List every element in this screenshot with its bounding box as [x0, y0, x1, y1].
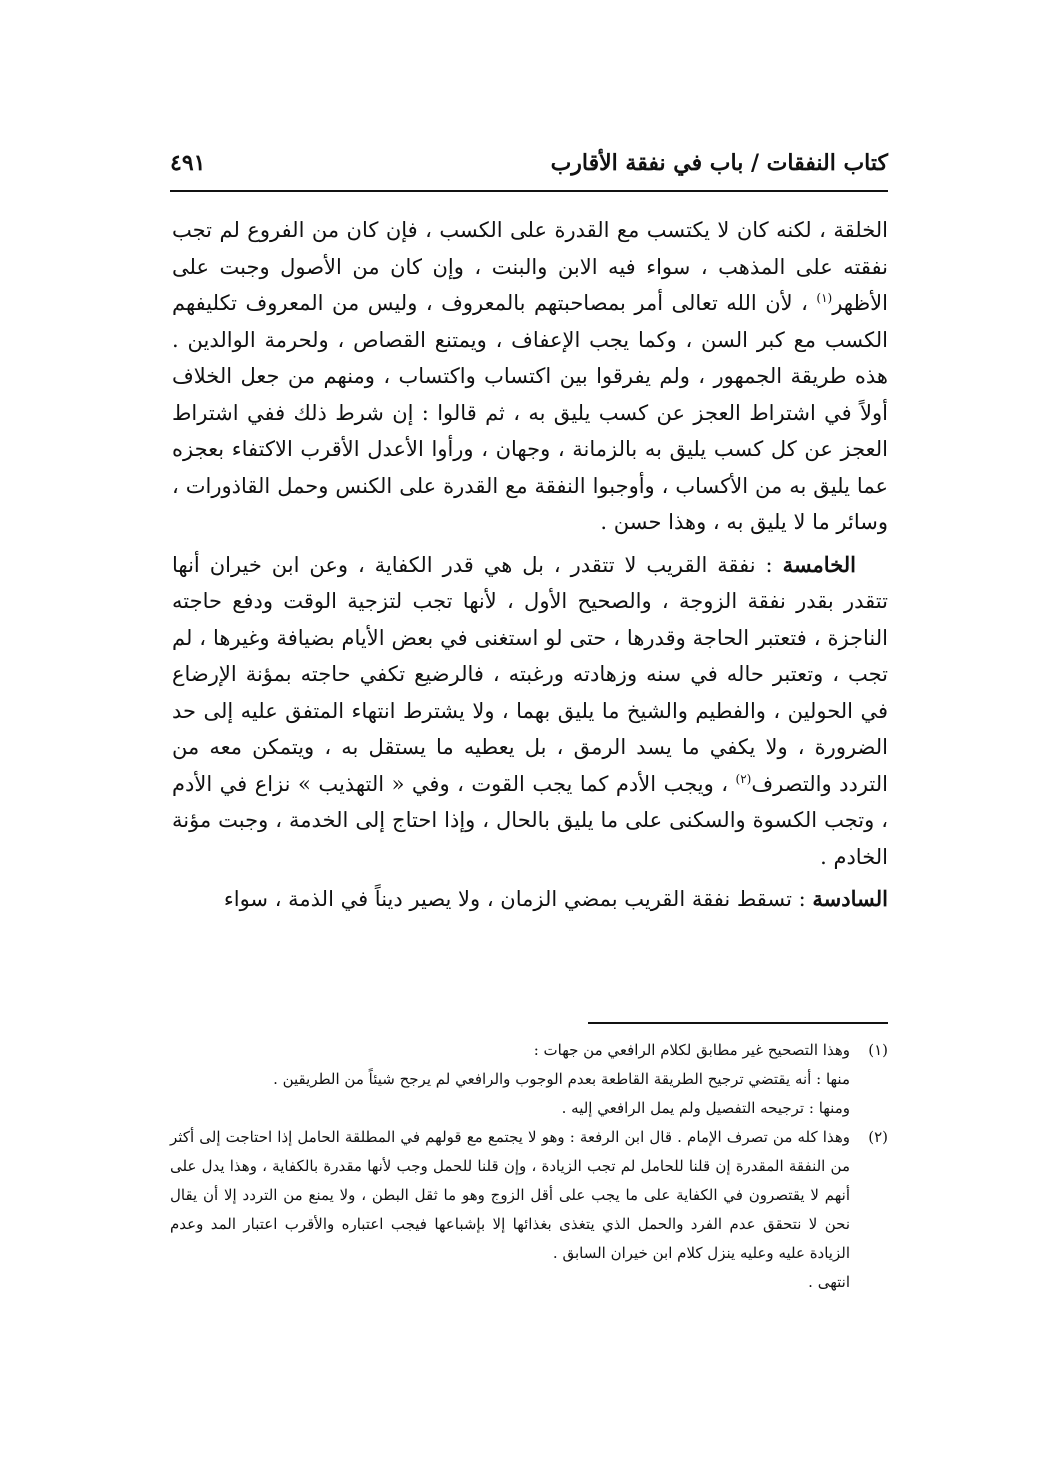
- footnote-line: وهذا التصحيح غير مطابق لكلام الرافعي من جهات :: [533, 1041, 850, 1059]
- paragraph-text: : تسقط نفقة القريب بمضي الزمان ، ولا يصير ديناً في الذمة ، سواء: [223, 887, 813, 911]
- paragraph-sixth: [172, 881, 888, 918]
- main-text: [172, 212, 888, 924]
- footnote: [170, 1123, 888, 1297]
- paragraph-text: : نفقة القريب لا تتقدر ، بل هي قدر الكفاية ، وعن ابن خيران أنها تتقدر بقدر نفقة الزوجة ، والصحيح الأول ، لأنها تجب لتزجية الوقت ودفع حاجته الناجزة ، فتعتبر الحاجة وقدرها ، حتى لو استغنى في بعض الأيام بضيافة وغيرها ، لم تجب ، وتعتبر حاله في سنه وزهادته ورغبته ، فالرضيع تكفي حاجته بمؤنة الإرضاع في الحولين ، والفطيم والشيخ ما يليق بهما ، ولا يشترط انتهاء المتفق عليه إلى حد الضرورة ، ولا يكفي ما يسد الرمق ، بل يعطيه ما يستقل به ، ويتمكن معه من التردد والتصرف: [172, 552, 888, 796]
- page-number: ٤٩١: [170, 150, 206, 176]
- paragraph-text: ، لأن الله تعالى أمر بمصاحبتهم بالمعروف ، وليس من المعروف تكليفهم الكسب مع كبر السن ، وكما يجب الإعفاف ، ويمتنع القصاص ، ولحرمة الوالدين . هذه طريقة الجمهور ، ولم يفرقوا بين اكتساب واكتساب ، ومنهم من جعل الخلاف أولاً في اشتراط العجز عن كسب يليق به ، ثم قالوا : إن شرط ذلك ففي اشتراط العجز عن كل كسب يليق به بالزمانة ، وجهان ، ورأوا الأعدل الأقرب الاكتفاء بعجزه عما يليق به من الأكساب ، وأوجبوا النفقة مع القدرة على الكنس وحمل القاذورات ، وسائر ما لا يليق به ، وهذا حسن .: [172, 291, 888, 534]
- paragraph-text: ، ويجب الأدم كما يجب القوت ، وفي « التهذيب » نزاع في الأدم ، وتجب الكسوة والسكنى على ما يليق بالحال ، وإذا احتاج إلى الخدمة ، وجبت مؤنة الخادم .: [172, 771, 888, 869]
- footnote: [170, 1036, 888, 1123]
- footnote-line: ومنها : ترجيحه التفصيل ولم يمل الرافعي إليه .: [561, 1099, 850, 1117]
- footnotes: [170, 1036, 888, 1297]
- footnote-line: وهذا كله من تصرف الإمام . قال ابن الرفعة : وهو لا يجتمع مع قولهم في المطلقة الحامل إذا احتاجت إلى أكثر من النفقة المقدرة إن قلنا للحامل لم تجب الزيادة ، وإن قلنا للحمل وجب لأنها مقدرة بالكفاية ، وهذا يدل على أنهم لا يقتصرون في الكفاية على ما يجب على أقل الزوج وهو ما ثقل البطن ، ولا يمنع من التردد إلا أن يقال نحن لا نتحقق عدم الفرد والحمل الذي يتغذى بغذائها إلا بإشباعها فيجب اعتباره والأقرب اعتبار المد وعدم الزيادة عليه وعليه ينزل كلام ابن خيران السابق .: [170, 1128, 850, 1262]
- footnote-line: منها : أنه يقتضي ترجيح الطريقة القاطعة بعدم الوجوب والرافعي لم يرجح شيئاً من الطريقين .: [273, 1070, 850, 1088]
- paragraph-fifth: [172, 547, 888, 876]
- footnote-line: انتهى .: [808, 1273, 850, 1291]
- footnote-reference: (٢): [735, 771, 752, 786]
- paragraph-text: الخلقة ، لكنه كان لا يكتسب مع القدرة على الكسب ، فإن كان من الفروع لم تجب نفقته على المذهب ، سواء فيه الابن والبنت ، وإن كان من الأصول وجبت على الأظهر: [172, 218, 888, 315]
- running-title: كتاب النفقات / باب في نفقة الأقارب: [550, 150, 888, 176]
- paragraph-heading: الخامسة: [782, 551, 856, 577]
- paragraph-heading: السادسة: [812, 886, 888, 911]
- running-header: [170, 150, 888, 192]
- footnote-divider: [588, 1022, 888, 1024]
- footnote-reference: (١): [816, 291, 833, 305]
- paragraph-continuation: [172, 212, 888, 541]
- footnote-number: (١): [868, 1041, 888, 1059]
- footnote-number: (٢): [868, 1128, 888, 1146]
